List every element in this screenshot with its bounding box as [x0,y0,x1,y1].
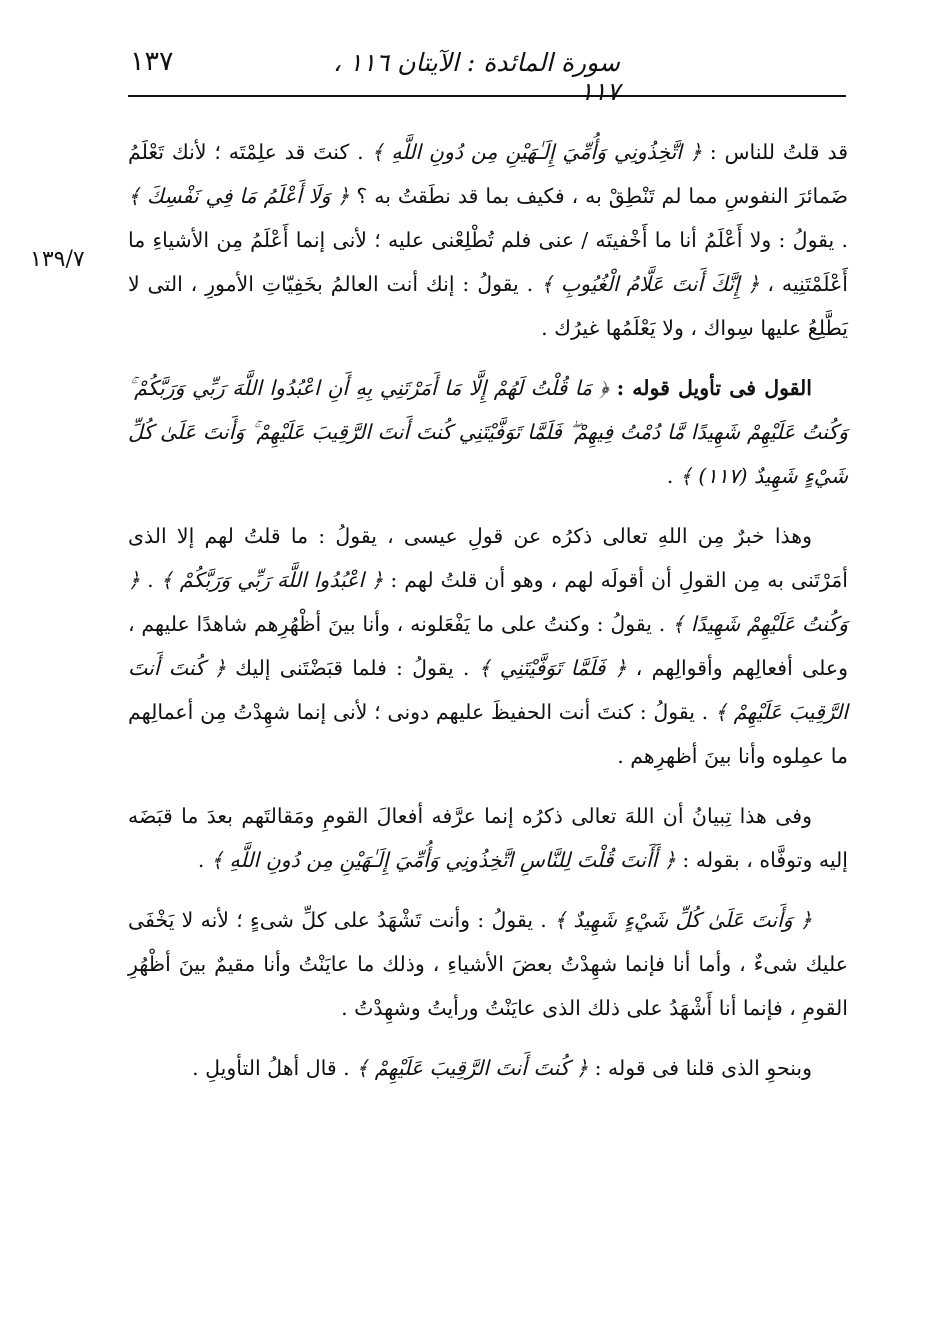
quran-quote: ﴿ اعْبُدُوا اللَّهَ رَبِّي وَرَبَّكُمْ ﴾ [160,568,384,592]
quran-quote: ﴿ وَكُنتُ عَلَيْهِمْ شَهِيدًا ﴾ [128,568,849,636]
paragraph-6 [128,1046,848,1090]
text: وبنحوِ الذى قلنا فى قوله : [588,1056,812,1080]
header-rule [128,95,846,97]
text: . يقولُ : وأنت تَشْهَدُ على كلِّ شىءٍ ؛ لأنه لا يَخْفَى عليك شىءٌ ، وأما أنا فإنما شهِدْتُ بعضَ الأشياءِ ، وذلك ما عايَنْتُ وأنا مقيمٌ بينَ أظْهُرِ القومِ ، فإنما أنا أَشْهَدُ على ذلك الذى عايَنْتُ ورأيتُ وشهِدْتُ . [128,908,848,1020]
text: . يقولُ : ولا أَعْلَمُ أنا ما أَخْفيتَه / عنى فلم تُطْلِعْنى عليه ؛ لأنى إنما أَعْلَمُ مِن الأشياءِ ما أَعْلَمْتَنِيه ، [128,228,849,296]
text: . [666,464,680,488]
text: . [197,848,211,872]
quran-quote: ﴿ كُنتَ أَنتَ الرَّقِيبَ عَلَيْهِمْ ﴾ [356,1056,589,1080]
text: . يقولُ : إنك أنت العالمُ بخَفِيّاتِ الأمورِ ، التى لا يَطَّلِعُ عليها سِواك ، ولا يَعْلَمُها غيرُك . [128,272,848,340]
paragraph-1 [128,130,848,350]
paragraph-2 [128,366,848,498]
text: . [140,568,161,592]
page-body [128,130,848,1106]
text: . يقولُ : فلما قبَضْتَنى إليك [226,656,479,680]
margin-reference: ١٣٩/٧ [30,247,85,272]
quran-quote: ﴿ مَا قُلْتُ لَهُمْ إِلَّا مَا أَمَرْتَنِي بِهِ أَنِ اعْبُدُوا اللَّهَ رَبِّي وَرَبَّكُمْ ۚ وَكُنتُ عَلَيْهِمْ شَهِيدًا مَّا دُمْتُ فِيهِمْ ۖ فَلَمَّا تَوَفَّيْتَنِي كُنتَ أَنتَ الرَّقِيبَ عَلَيْهِمْ ۚ وَأَنتَ عَلَىٰ كُلِّ شَيْءٍ شَهِيدٌ (١١٧) ﴾ [128,376,848,488]
quran-quote: ﴿ وَلَا أَعْلَمُ مَا فِي نَفْسِكَ ﴾ [128,184,350,208]
page-number: ١٣٧ [130,46,174,77]
text: . يقولُ : كنتَ أنت الحفيظَ عليهم دونى ؛ لأنى إنما شهِدْتُ مِن أعمالِهم ما عمِلوه وأنا بينَ أظهرِهم . [128,700,848,768]
text: . قال أهلُ التأويلِ . [192,1056,357,1080]
quran-quote: ﴿ اتَّخِذُونِي وَأُمِّيَ إِلَـٰهَيْنِ مِن دُونِ اللَّهِ ﴾ [371,140,702,164]
text: قد قلتُ للناس : [701,140,849,164]
quran-quote: ﴿ كُنتَ أَنتَ الرَّقِيبَ عَلَيْهِمْ ﴾ [128,656,848,724]
text: وفى هذا تِبيانُ أن اللهَ تعالى ذكرُه إنما عرَّفه أفعالَ القومِ ومَقالتَهم بعدَ ما قبَضَه إليه وتوفَّاه ، بقوله : [128,804,848,872]
paragraph-3 [128,514,848,778]
text: . يقولُ : وكنتُ على ما يَفْعَلونه ، وأنا بينَ أظْهُرِهم شاهدًا عليهم ، وعلى أفعالِهم وأقوالِهم ، [128,612,848,680]
paragraph-4 [128,794,848,882]
running-title: سورة المائدة : الآيتان ١١٦ ، ١١٧ [332,48,620,106]
text: . كنتَ قد علِمْتَه ؛ لأنك تَعْلَمُ ضَمائرَ النفوسِ مما لم تَنْطِقْ به ، فكيف بما قد نطَقتُ به ؟ [128,140,849,208]
section-heading: القول فى تأويل قوله : [608,376,812,400]
quran-quote: ﴿ وَأَنتَ عَلَىٰ كُلِّ شَيْءٍ شَهِيدٌ ﴾ [554,908,812,932]
text: وهذا خبرٌ مِن اللهِ تعالى ذكرُه عن قولِ عيسى ، يقولُ : ما قلتُ لهم إلا الذى أمَرْتَنى به مِن القولِ أن أقولَه لهم ، وهو أن قلتُ لهم : [128,524,848,592]
quran-quote: ﴿ إِنَّكَ أَنتَ عَلَّامُ الْغُيُوبِ ﴾ [540,272,760,296]
quran-quote: ﴿ فَلَمَّا تَوَفَّيْتَنِي ﴾ [478,656,627,680]
quran-quote: ﴿ أَأَنتَ قُلْتَ لِلنَّاسِ اتَّخِذُونِي وَأُمِّيَ إِلَـٰهَيْنِ مِن دُونِ اللَّهِ ﴾ [210,848,676,872]
paragraph-5 [128,898,848,1030]
